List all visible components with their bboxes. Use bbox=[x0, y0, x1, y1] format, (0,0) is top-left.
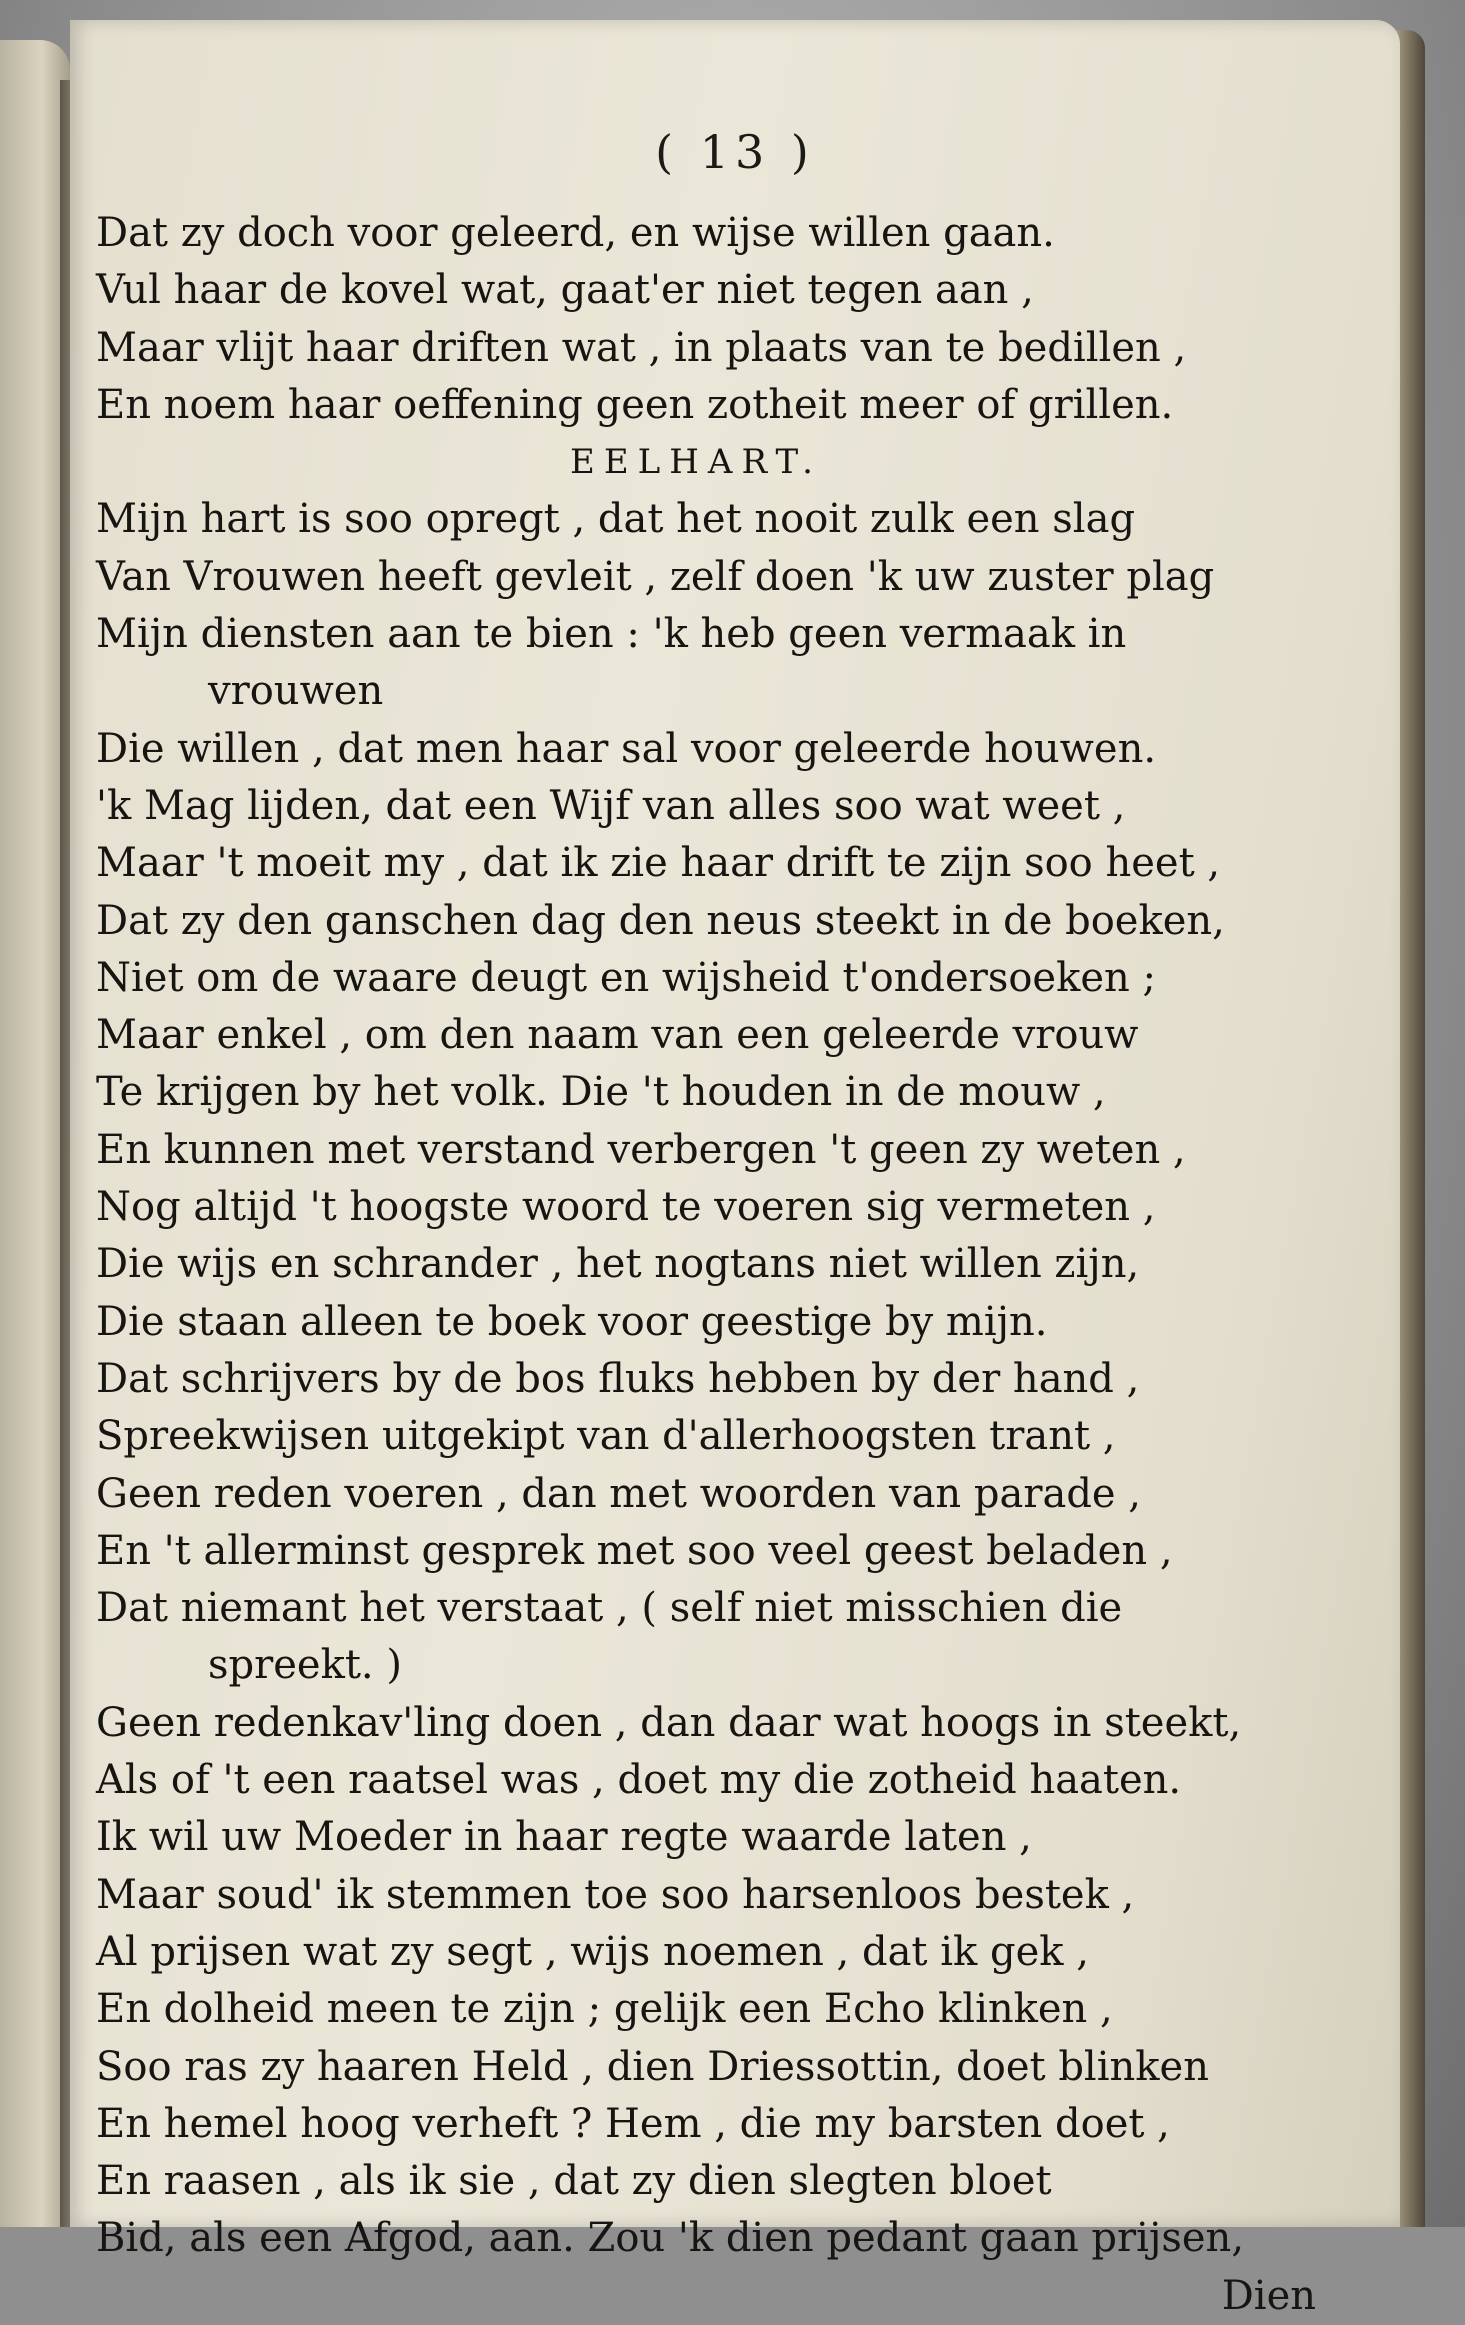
verse-line: Te krijgen by het volk. Die 't houden in de mouw , bbox=[96, 1069, 1106, 1116]
verse-line: En raasen , als ik sie , dat zy dien slegten bloet bbox=[96, 2158, 1052, 2205]
verse-line: Van Vrouwen heeft gevleit , zelf doen 'k uw zuster plag bbox=[96, 553, 1215, 600]
verse-line: Spreekwijsen uitgekipt van d'allerhoogsten trant , bbox=[96, 1413, 1116, 1460]
verse-line: Soo ras zy haaren Held , dien Driessottin, doet blinken bbox=[96, 2043, 1209, 2090]
verse-line: En 't allerminst gesprek met soo veel geest beladen , bbox=[96, 1527, 1173, 1574]
verse-line: Maar enkel , om den naam van een geleerde vrouw bbox=[96, 1012, 1139, 1059]
verse-line: Maar vlijt haar driften wat , in plaats van te bedillen , bbox=[96, 324, 1187, 371]
verse-line: spreekt. ) bbox=[208, 1642, 402, 1689]
verse-line: Niet om de waare deugt en wijsheid t'ondersoeken ; bbox=[96, 954, 1156, 1001]
verse-line: Mijn diensten aan te bien : 'k heb geen vermaak in bbox=[96, 611, 1127, 658]
verse-line: 'k Mag lijden, dat een Wijf van alles soo wat weet , bbox=[96, 782, 1126, 829]
verse-text bbox=[96, 205, 1336, 2325]
book-page bbox=[70, 20, 1400, 2319]
verse-line: Ik wil uw Moeder in haar regte waarde laten , bbox=[96, 1814, 1032, 1861]
page-number: ( 13 ) bbox=[655, 125, 815, 179]
verse-line: Geen redenkav'ling doen , dan daar wat hoogs in steekt, bbox=[96, 1699, 1242, 1746]
verse-line: Mijn hart is soo opregt , dat het nooit zulk een slag bbox=[96, 496, 1136, 543]
verse-line: Die willen , dat men haar sal voor geleerde houwen. bbox=[96, 725, 1157, 772]
verse-line: En kunnen met verstand verbergen 't geen zy weten , bbox=[96, 1126, 1186, 1173]
verse-line: Die wijs en schrander , het nogtans niet willen zijn, bbox=[96, 1241, 1140, 1288]
verse-line: vrouwen bbox=[208, 668, 384, 715]
verse-line: Dat niemant het verstaat , ( self niet misschien die bbox=[96, 1585, 1123, 1632]
verse-line: Die staan alleen te boek voor geestige by mijn. bbox=[96, 1298, 1048, 1345]
verse-line: En hemel hoog verheft ? Hem , die my barsten doet , bbox=[96, 2100, 1170, 2147]
verse-line: Vul haar de kovel wat, gaat'er niet tegen aan , bbox=[96, 267, 1034, 314]
verse-line: Maar soud' ik stemmen toe soo harsenloos bestek , bbox=[96, 1871, 1135, 1918]
verse-line: Bid, als een Afgod, aan. Zou 'k dien pedant gaan prijsen, bbox=[96, 2215, 1245, 2262]
verse-line: Nog altijd 't hoogste woord te voeren sig vermeten , bbox=[96, 1184, 1156, 1231]
verse-line: En noem haar oeffening geen zotheit meer of grillen. bbox=[96, 381, 1174, 428]
verse-line: Geen reden voeren , dan met woorden van parade , bbox=[96, 1470, 1142, 1517]
speaker-name: EELHART. bbox=[570, 442, 822, 483]
verse-line: Dat schrijvers by de bos fluks hebben by der hand , bbox=[96, 1355, 1140, 1402]
catchword: Dien bbox=[1221, 2272, 1316, 2319]
verse-line: En dolheid meen te zijn ; gelijk een Echo klinken , bbox=[96, 1986, 1113, 2033]
verse-line: Al prijsen wat zy segt , wijs noemen , dat ik gek , bbox=[96, 1928, 1089, 1975]
verse-line: Dat zy den ganschen dag den neus steekt in de boeken, bbox=[96, 897, 1225, 944]
verse-line: Als of 't een raatsel was , doet my die zotheid haaten. bbox=[96, 1757, 1182, 1804]
verse-line: Maar 't moeit my , dat ik zie haar drift te zijn soo heet , bbox=[96, 840, 1221, 887]
verse-line: Dat zy doch voor geleerd, en wijse willen gaan. bbox=[96, 210, 1055, 256]
